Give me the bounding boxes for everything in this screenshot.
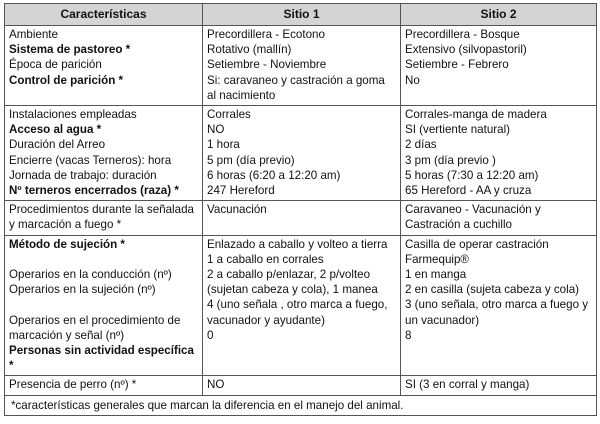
header-sitio-2: Sitio 2 (401, 4, 597, 26)
value: 5 pm (día previo) (207, 153, 295, 167)
value: Setiembre - Febrero (405, 58, 509, 72)
value: Setiembre - Noviembre (207, 58, 327, 72)
value: 65 Hereford - AA y cruza (405, 184, 532, 198)
label-operarios-conduccion: Operarios en la conducción (nº) (9, 268, 172, 282)
value: SI (vertiente natural) (405, 123, 511, 137)
value: 1 a caballo en corrales (207, 252, 324, 266)
value: Rotativo (mallín) (207, 43, 292, 57)
sitio1-cell (203, 106, 401, 201)
value: 0 (207, 328, 214, 342)
label-operarios-marcacion: Operarios en el procedimiento de marcación y señal (nº) (9, 313, 181, 342)
value: 4 (uno señala , otro marca a fuego, vacunador y ayudante) (207, 298, 388, 327)
footnote: *características generales que marcan la diferencia en el manejo del animal. (5, 395, 597, 415)
sitio1-cell (203, 26, 401, 106)
value: 2 en casilla (sujeta cabeza y cola) (405, 283, 579, 297)
sitio2-cell: SI (3 en corral y manga) (401, 376, 597, 395)
value: Extensivo (silvopastoril) (405, 43, 527, 57)
table-row (5, 376, 597, 395)
sitio2-cell (401, 235, 597, 376)
label-operarios-sujecion: Operarios en la sujeción (nº) (9, 283, 156, 297)
header-caracteristicas: Características (5, 4, 203, 26)
label-jornada: Jornada de trabajo: duración (9, 168, 157, 182)
value: Si: caravaneo y castración a goma al nacimiento (207, 73, 385, 102)
sitio2-cell (401, 26, 597, 106)
value: Corrales (207, 108, 251, 122)
table-row (5, 235, 597, 376)
sitio1-cell (203, 235, 401, 376)
value: NO (207, 123, 225, 137)
table-row (5, 201, 597, 235)
label-instalaciones: Instalaciones empleadas (9, 108, 137, 122)
label-epoca-paricion: Época de parición (9, 58, 102, 72)
label-cell (5, 106, 203, 201)
value: 2 días (405, 138, 437, 152)
label-cell (5, 235, 203, 376)
label-personas-sin-actividad: Personas sin actividad específica * (9, 344, 194, 373)
table-container (4, 3, 596, 416)
value: 1 hora (207, 138, 240, 152)
label-encierre: Encierre (vacas Terneros): hora (9, 153, 172, 167)
value: 8 (405, 328, 412, 342)
value: 247 Hereford (207, 184, 275, 198)
label-duracion-arreo: Duración del Arreo (9, 138, 106, 152)
value: Casilla de operar castración Farmequip® (405, 237, 549, 266)
label-sistema-pastoreo: Sistema de pastoreo * (9, 43, 131, 57)
footnote-row (5, 395, 597, 415)
value: 2 a caballo p/enlazar, 2 p/volteo (sujetan cabeza y cola), 1 manea (207, 268, 378, 297)
sitio1-cell: NO (203, 376, 401, 395)
value: 3 pm (día previo ) (405, 153, 496, 167)
label-terneros: Nº terneros encerrados (raza) * (9, 184, 179, 198)
spacer (9, 252, 198, 267)
label-cell (5, 26, 203, 106)
label-metodo-sujecion: Método de sujeción * (9, 237, 125, 251)
sitio2-cell: Caravaneo - Vacunación y Castración a cuchillo (401, 201, 597, 235)
value: 5 horas (7:30 a 12:20 am) (405, 168, 539, 182)
spacer (9, 297, 198, 312)
label-procedimientos: Procedimientos durante la señalada y marcación a fuego * (5, 201, 203, 235)
value: No (405, 73, 420, 87)
header-sitio-1: Sitio 1 (203, 4, 401, 26)
value: Precordillera - Ecotono (207, 28, 325, 41)
characteristics-table (4, 3, 597, 416)
value: 1 en manga (405, 268, 467, 282)
label-presencia-perro: Presencia de perro (nº) * (5, 376, 203, 395)
value: Corrales-manga de madera (405, 108, 547, 122)
table-row (5, 106, 597, 201)
sitio1-cell: Vacunación (203, 201, 401, 235)
value: Precordillera - Bosque (405, 28, 520, 41)
label-acceso-agua: Acceso al agua * (9, 123, 102, 137)
header-row (5, 4, 597, 26)
label-control-paricion: Control de parición * (9, 73, 124, 87)
sitio2-cell (401, 106, 597, 201)
table-row (5, 26, 597, 106)
value: 3 (uno señala, otro marca a fuego y un vacunador) (405, 298, 589, 327)
value: Enlazado a caballo y volteo a tierra (207, 237, 388, 251)
value: 6 horas (6:20 a 12:20 am) (207, 168, 341, 182)
label-ambiente: Ambiente (9, 28, 58, 41)
